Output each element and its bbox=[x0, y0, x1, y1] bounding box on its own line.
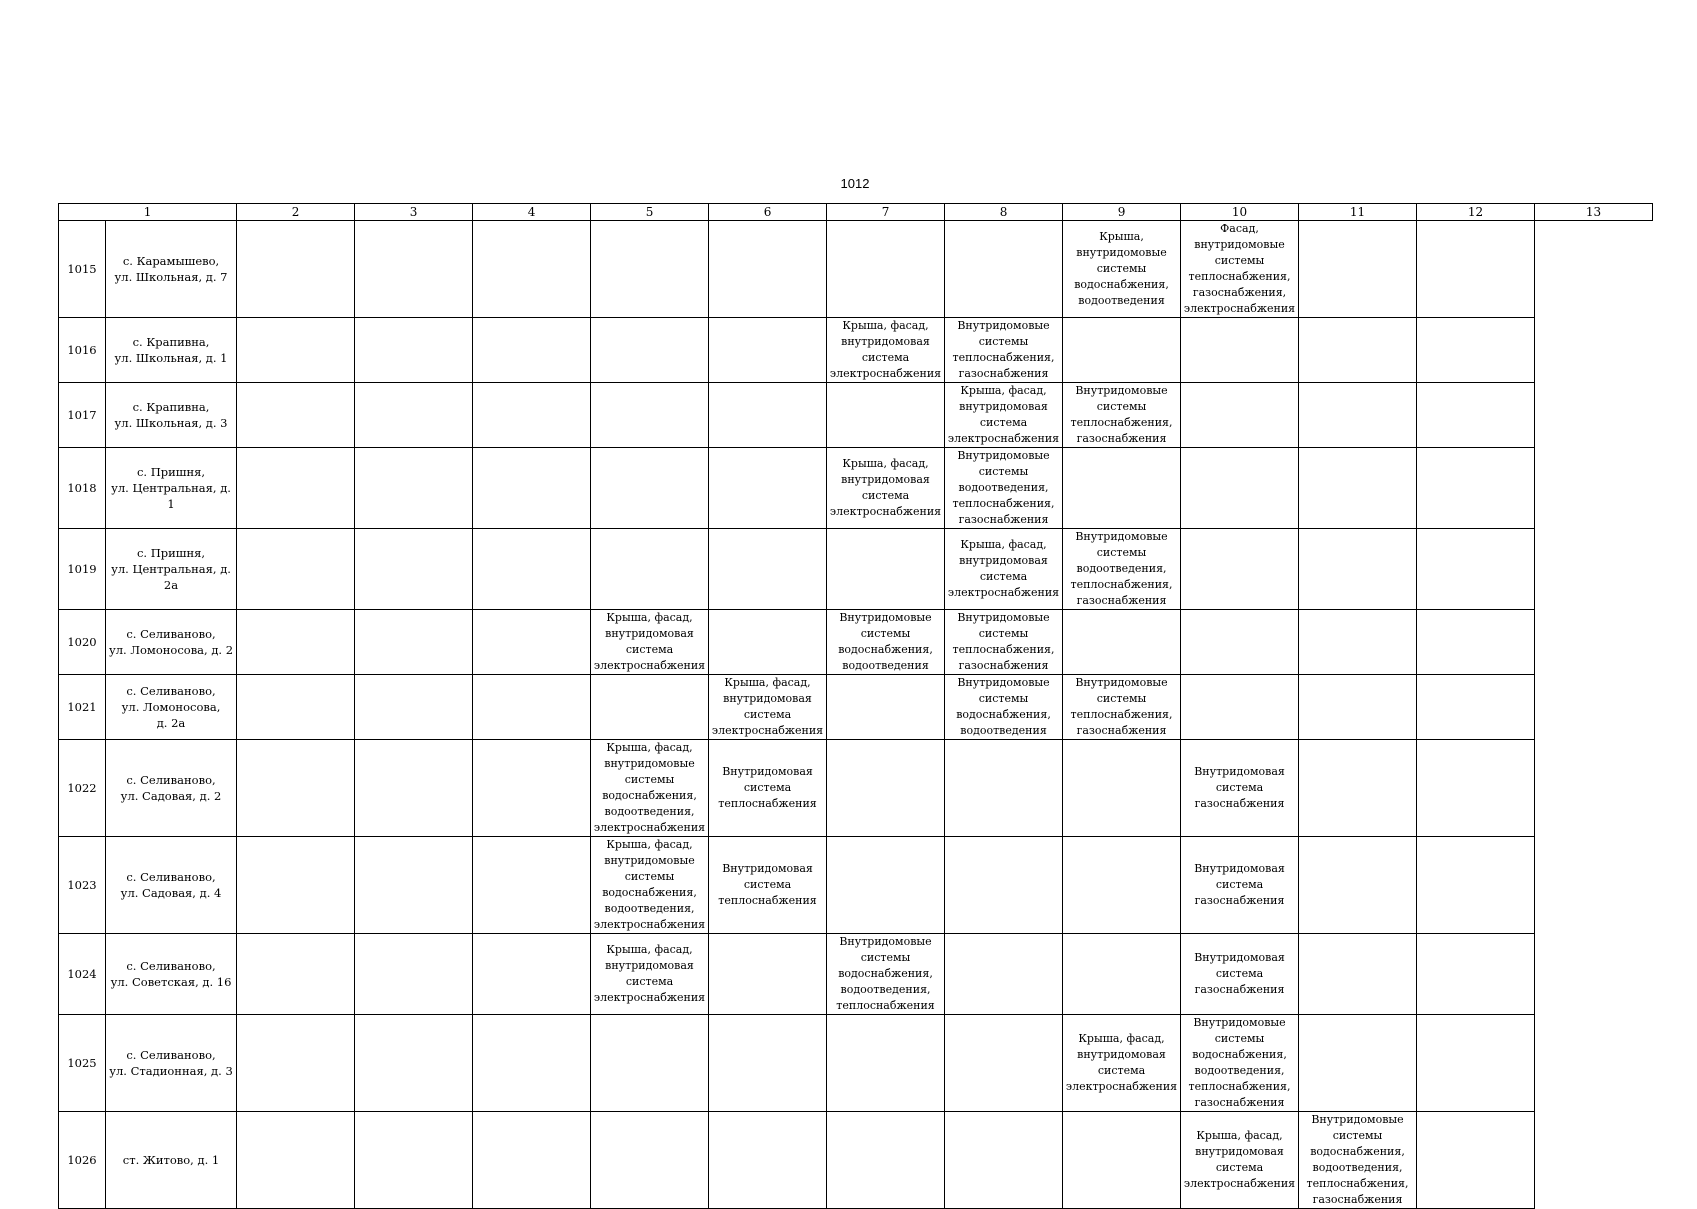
column-header-4: 4 bbox=[473, 204, 591, 221]
work-cell-col-8 bbox=[827, 383, 945, 448]
work-cell-col-7 bbox=[709, 740, 827, 837]
work-description: Внутридомовые системы водоотведения, теплоснабжения, газоснабжения bbox=[952, 449, 1055, 526]
work-cell-col-3 bbox=[237, 448, 355, 529]
work-cell-col-5 bbox=[473, 934, 591, 1015]
work-cell-col-13 bbox=[1417, 610, 1535, 675]
work-cell-col-4 bbox=[355, 934, 473, 1015]
work-cell-col-9 bbox=[945, 837, 1063, 934]
work-cell-col-12 bbox=[1299, 837, 1417, 934]
row-number: 1018 bbox=[59, 448, 106, 529]
work-cell-col-7 bbox=[709, 934, 827, 1015]
work-cell-col-9 bbox=[945, 675, 1063, 740]
row-number: 1021 bbox=[59, 675, 106, 740]
address-text: с. Селиваново, ул. Ломоносова, д. 2 bbox=[108, 627, 234, 657]
work-cell-col-8 bbox=[827, 837, 945, 934]
work-cell-col-12 bbox=[1299, 529, 1417, 610]
work-description: Крыша, фасад, внутридомовая система электроснабжения bbox=[711, 676, 824, 737]
work-cell-col-10 bbox=[1063, 1015, 1181, 1112]
work-cell-col-10 bbox=[1063, 837, 1181, 934]
work-cell-col-11 bbox=[1181, 221, 1299, 318]
work-cell-col-3 bbox=[237, 529, 355, 610]
work-cell-col-8 bbox=[827, 318, 945, 383]
work-cell-col-4 bbox=[355, 448, 473, 529]
column-header-5: 5 bbox=[591, 204, 709, 221]
work-cell-col-7 bbox=[709, 610, 827, 675]
work-cell-col-7 bbox=[709, 837, 827, 934]
work-description: Крыша, фасад, внутридомовая система электроснабжения bbox=[947, 538, 1060, 599]
work-cell-col-4 bbox=[355, 675, 473, 740]
work-cell-col-4 bbox=[355, 837, 473, 934]
work-cell-col-4 bbox=[355, 610, 473, 675]
work-cell-col-5 bbox=[473, 448, 591, 529]
work-cell-col-11 bbox=[1181, 740, 1299, 837]
work-cell-col-3 bbox=[237, 383, 355, 448]
table-row bbox=[59, 221, 1653, 318]
work-cell-col-7 bbox=[709, 675, 827, 740]
work-cell-col-11 bbox=[1181, 1015, 1299, 1112]
work-cell-col-10 bbox=[1063, 529, 1181, 610]
work-cell-col-7 bbox=[709, 1015, 827, 1112]
address-cell bbox=[106, 675, 237, 740]
work-description: Внутридомовая система газоснабжения bbox=[1194, 951, 1285, 996]
work-cell-col-13 bbox=[1417, 529, 1535, 610]
table-row bbox=[59, 675, 1653, 740]
address-text: ст. Житово, д. 1 bbox=[122, 1153, 220, 1167]
work-cell-col-11 bbox=[1181, 934, 1299, 1015]
work-cell-col-9 bbox=[945, 1015, 1063, 1112]
work-cell-col-13 bbox=[1417, 318, 1535, 383]
work-cell-col-4 bbox=[355, 740, 473, 837]
table-row bbox=[59, 529, 1653, 610]
work-cell-col-11 bbox=[1181, 1112, 1299, 1209]
row-number: 1022 bbox=[59, 740, 106, 837]
page-number: 1012 bbox=[840, 176, 870, 191]
work-description: Внутридомовые системы теплоснабжения, газоснабжения bbox=[1070, 676, 1173, 737]
work-cell-col-7 bbox=[709, 318, 827, 383]
work-cell-col-6 bbox=[591, 934, 709, 1015]
work-cell-col-12 bbox=[1299, 318, 1417, 383]
work-description: Внутридомовые системы теплоснабжения, газоснабжения bbox=[1070, 384, 1173, 445]
work-cell-col-8 bbox=[827, 221, 945, 318]
work-cell-col-9 bbox=[945, 383, 1063, 448]
work-cell-col-6 bbox=[591, 740, 709, 837]
work-description: Крыша, фасад, внутридомовая система электроснабжения bbox=[593, 943, 706, 1004]
address-text: с. Селиваново, ул. Стадионная, д. 3 bbox=[109, 1048, 233, 1078]
work-cell-col-9 bbox=[945, 1112, 1063, 1209]
work-cell-col-10 bbox=[1063, 1112, 1181, 1209]
work-cell-col-4 bbox=[355, 318, 473, 383]
work-cell-col-6 bbox=[591, 610, 709, 675]
work-cell-col-3 bbox=[237, 318, 355, 383]
work-description: Внутридомовые системы водоснабжения, водоотведения bbox=[956, 676, 1051, 737]
work-cell-col-7 bbox=[709, 448, 827, 529]
address-cell bbox=[106, 740, 237, 837]
work-cell-col-10 bbox=[1063, 740, 1181, 837]
work-cell-col-10 bbox=[1063, 448, 1181, 529]
work-cell-col-12 bbox=[1299, 448, 1417, 529]
work-cell-col-4 bbox=[355, 221, 473, 318]
column-header-2: 2 bbox=[237, 204, 355, 221]
work-cell-col-10 bbox=[1063, 675, 1181, 740]
work-cell-col-5 bbox=[473, 1112, 591, 1209]
work-cell-col-8 bbox=[827, 529, 945, 610]
work-description: Внутридомовая система газоснабжения bbox=[1194, 765, 1285, 810]
work-cell-col-7 bbox=[709, 221, 827, 318]
row-number: 1023 bbox=[59, 837, 106, 934]
work-cell-col-4 bbox=[355, 1112, 473, 1209]
work-cell-col-6 bbox=[591, 1112, 709, 1209]
work-cell-col-8 bbox=[827, 1112, 945, 1209]
work-description: Крыша, внутридомовые системы водоснабжения, водоотведения bbox=[1074, 230, 1169, 307]
table-row bbox=[59, 837, 1653, 934]
work-cell-col-8 bbox=[827, 934, 945, 1015]
work-cell-col-9 bbox=[945, 448, 1063, 529]
work-cell-col-6 bbox=[591, 383, 709, 448]
column-header-10: 10 bbox=[1181, 204, 1299, 221]
row-number: 1025 bbox=[59, 1015, 106, 1112]
work-cell-col-5 bbox=[473, 610, 591, 675]
work-cell-col-13 bbox=[1417, 675, 1535, 740]
row-number: 1026 bbox=[59, 1112, 106, 1209]
table-row bbox=[59, 740, 1653, 837]
work-cell-col-3 bbox=[237, 740, 355, 837]
work-cell-col-8 bbox=[827, 675, 945, 740]
work-cell-col-12 bbox=[1299, 383, 1417, 448]
work-description: Крыша, фасад, внутридомовая система электроснабжения bbox=[829, 319, 942, 380]
header-row bbox=[59, 204, 1653, 221]
work-cell-col-3 bbox=[237, 1015, 355, 1112]
work-cell-col-5 bbox=[473, 383, 591, 448]
work-cell-col-10 bbox=[1063, 934, 1181, 1015]
table-row bbox=[59, 318, 1653, 383]
work-cell-col-9 bbox=[945, 318, 1063, 383]
address-text: с. Крапивна, ул. Школьная, д. 1 bbox=[114, 335, 228, 365]
work-cell-col-3 bbox=[237, 934, 355, 1015]
table-row bbox=[59, 1015, 1653, 1112]
address-cell bbox=[106, 610, 237, 675]
work-cell-col-7 bbox=[709, 383, 827, 448]
work-description: Крыша, фасад, внутридомовая система электроснабжения bbox=[829, 457, 942, 518]
work-cell-col-11 bbox=[1181, 675, 1299, 740]
address-cell bbox=[106, 221, 237, 318]
work-cell-col-11 bbox=[1181, 448, 1299, 529]
address-cell bbox=[106, 1015, 237, 1112]
work-cell-col-9 bbox=[945, 529, 1063, 610]
work-cell-col-11 bbox=[1181, 837, 1299, 934]
work-description: Крыша, фасад, внутридомовая система электроснабжения bbox=[1183, 1129, 1296, 1190]
work-description: Внутридомовая система теплоснабжения bbox=[718, 765, 817, 810]
work-cell-col-11 bbox=[1181, 318, 1299, 383]
column-header-8: 8 bbox=[945, 204, 1063, 221]
address-text: с. Крапивна, ул. Школьная, д. 3 bbox=[114, 400, 228, 430]
work-description: Внутридомовая система теплоснабжения bbox=[718, 862, 817, 907]
address-cell bbox=[106, 318, 237, 383]
work-cell-col-13 bbox=[1417, 383, 1535, 448]
row-number: 1019 bbox=[59, 529, 106, 610]
column-header-11: 11 bbox=[1299, 204, 1417, 221]
work-description: Крыша, фасад, внутридомовые системы водоснабжения, водоотведения, электроснабжения bbox=[593, 741, 706, 834]
work-cell-col-12 bbox=[1299, 610, 1417, 675]
row-number: 1024 bbox=[59, 934, 106, 1015]
work-cell-col-13 bbox=[1417, 221, 1535, 318]
work-cell-col-8 bbox=[827, 1015, 945, 1112]
address-text: с. Селиваново, ул. Ломоносова, д. 2а bbox=[121, 684, 221, 730]
work-cell-col-9 bbox=[945, 221, 1063, 318]
work-cell-col-3 bbox=[237, 610, 355, 675]
row-number: 1015 bbox=[59, 221, 106, 318]
address-text: с. Пришня, ул. Центральная, д. 1 bbox=[111, 465, 231, 511]
address-text: с. Карамышево, ул. Школьная, д. 7 bbox=[114, 254, 228, 284]
address-cell bbox=[106, 448, 237, 529]
table-row bbox=[59, 610, 1653, 675]
address-cell bbox=[106, 529, 237, 610]
work-description: Внутридомовые системы теплоснабжения, газоснабжения bbox=[952, 319, 1055, 380]
work-cell-col-4 bbox=[355, 1015, 473, 1112]
work-description: Крыша, фасад, внутридомовая система электроснабжения bbox=[1065, 1032, 1178, 1093]
work-cell-col-9 bbox=[945, 610, 1063, 675]
work-cell-col-3 bbox=[237, 221, 355, 318]
address-text: с. Селиваново, ул. Садовая, д. 2 bbox=[120, 773, 222, 803]
work-cell-col-6 bbox=[591, 1015, 709, 1112]
work-description: Внутридомовые системы водоснабжения, водоотведения, теплоснабжения, газоснабжения bbox=[1188, 1016, 1291, 1109]
table-body bbox=[59, 221, 1653, 1209]
work-cell-col-3 bbox=[237, 675, 355, 740]
work-cell-col-12 bbox=[1299, 1112, 1417, 1209]
column-header-6: 6 bbox=[709, 204, 827, 221]
row-number: 1016 bbox=[59, 318, 106, 383]
table-row bbox=[59, 934, 1653, 1015]
work-cell-col-12 bbox=[1299, 934, 1417, 1015]
work-cell-col-8 bbox=[827, 740, 945, 837]
column-header-7: 7 bbox=[827, 204, 945, 221]
work-cell-col-9 bbox=[945, 740, 1063, 837]
work-cell-col-6 bbox=[591, 529, 709, 610]
work-cell-col-12 bbox=[1299, 1015, 1417, 1112]
table-row bbox=[59, 1112, 1653, 1209]
work-cell-col-5 bbox=[473, 529, 591, 610]
row-number: 1020 bbox=[59, 610, 106, 675]
address-text: с. Пришня, ул. Центральная, д. 2а bbox=[111, 546, 231, 592]
work-cell-col-7 bbox=[709, 1112, 827, 1209]
work-cell-col-11 bbox=[1181, 529, 1299, 610]
work-description: Крыша, фасад, внутридомовая система электроснабжения bbox=[947, 384, 1060, 445]
table-row bbox=[59, 383, 1653, 448]
work-cell-col-13 bbox=[1417, 1015, 1535, 1112]
work-cell-col-9 bbox=[945, 934, 1063, 1015]
work-cell-col-6 bbox=[591, 318, 709, 383]
address-cell bbox=[106, 1112, 237, 1209]
work-cell-col-13 bbox=[1417, 448, 1535, 529]
work-cell-col-4 bbox=[355, 529, 473, 610]
work-cell-col-5 bbox=[473, 837, 591, 934]
address-cell bbox=[106, 383, 237, 448]
work-description: Внутридомовые системы водоснабжения, водоотведения, теплоснабжения, газоснабжения bbox=[1306, 1113, 1409, 1206]
work-cell-col-11 bbox=[1181, 383, 1299, 448]
work-cell-col-5 bbox=[473, 1015, 591, 1112]
work-cell-col-10 bbox=[1063, 610, 1181, 675]
column-header-3: 3 bbox=[355, 204, 473, 221]
repair-schedule-table bbox=[58, 203, 1653, 1209]
work-cell-col-5 bbox=[473, 740, 591, 837]
work-cell-col-11 bbox=[1181, 610, 1299, 675]
column-header-9: 9 bbox=[1063, 204, 1181, 221]
work-cell-col-5 bbox=[473, 221, 591, 318]
work-cell-col-6 bbox=[591, 221, 709, 318]
work-cell-col-12 bbox=[1299, 740, 1417, 837]
address-cell bbox=[106, 934, 237, 1015]
work-cell-col-13 bbox=[1417, 934, 1535, 1015]
work-cell-col-8 bbox=[827, 610, 945, 675]
work-cell-col-3 bbox=[237, 837, 355, 934]
work-description: Внутридомовые системы теплоснабжения, газоснабжения bbox=[952, 611, 1055, 672]
work-cell-col-13 bbox=[1417, 837, 1535, 934]
work-cell-col-8 bbox=[827, 448, 945, 529]
work-cell-col-10 bbox=[1063, 383, 1181, 448]
work-cell-col-10 bbox=[1063, 318, 1181, 383]
work-description: Внутридомовые системы водоснабжения, водоотведения, теплоснабжения bbox=[836, 935, 935, 1012]
work-cell-col-10 bbox=[1063, 221, 1181, 318]
row-number: 1017 bbox=[59, 383, 106, 448]
work-cell-col-12 bbox=[1299, 675, 1417, 740]
work-cell-col-5 bbox=[473, 318, 591, 383]
work-description: Внутридомовые системы водоснабжения, водоотведения bbox=[838, 611, 933, 672]
work-cell-col-3 bbox=[237, 1112, 355, 1209]
address-text: с. Селиваново, ул. Садовая, д. 4 bbox=[120, 870, 222, 900]
work-cell-col-4 bbox=[355, 383, 473, 448]
address-text: с. Селиваново, ул. Советская, д. 16 bbox=[110, 959, 232, 989]
work-cell-col-7 bbox=[709, 529, 827, 610]
work-cell-col-13 bbox=[1417, 740, 1535, 837]
work-description: Фасад, внутридомовые системы теплоснабжения, газоснабжения, электроснабжения bbox=[1183, 222, 1296, 315]
work-cell-col-6 bbox=[591, 675, 709, 740]
column-header-13: 13 bbox=[1535, 204, 1653, 221]
work-cell-col-6 bbox=[591, 448, 709, 529]
work-description: Внутридомовые системы водоотведения, теплоснабжения, газоснабжения bbox=[1070, 530, 1173, 607]
table-row bbox=[59, 448, 1653, 529]
work-description: Крыша, фасад, внутридомовые системы водоснабжения, водоотведения, электроснабжения bbox=[593, 838, 706, 931]
work-cell-col-12 bbox=[1299, 221, 1417, 318]
work-description: Внутридомовая система газоснабжения bbox=[1194, 862, 1285, 907]
work-cell-col-13 bbox=[1417, 1112, 1535, 1209]
work-description: Крыша, фасад, внутридомовая система электроснабжения bbox=[593, 611, 706, 672]
column-header-1: 1 bbox=[59, 204, 237, 221]
work-cell-col-6 bbox=[591, 837, 709, 934]
column-header-12: 12 bbox=[1417, 204, 1535, 221]
work-cell-col-5 bbox=[473, 675, 591, 740]
address-cell bbox=[106, 837, 237, 934]
